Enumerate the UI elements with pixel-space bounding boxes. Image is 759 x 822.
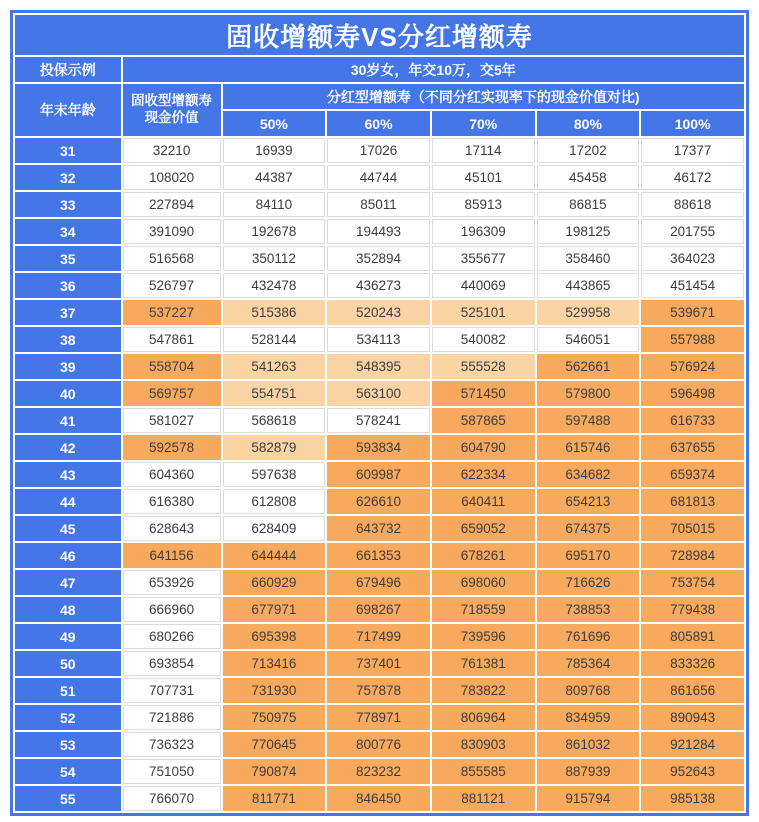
value-cell: 196309 xyxy=(432,219,535,244)
value-cell: 833326 xyxy=(641,651,744,676)
col-header-age: 年末年龄 xyxy=(15,84,121,136)
value-cell: 593834 xyxy=(327,435,430,460)
value-cell: 698267 xyxy=(327,597,430,622)
value-cell: 790874 xyxy=(223,759,326,784)
value-cell: 520243 xyxy=(327,300,430,325)
value-cell: 615746 xyxy=(537,435,640,460)
value-cell: 88618 xyxy=(641,192,744,217)
value-cell: 643732 xyxy=(327,516,430,541)
value-cell: 17026 xyxy=(327,138,430,163)
value-cell: 568618 xyxy=(223,408,326,433)
value-cell: 86815 xyxy=(537,192,640,217)
age-cell: 51 xyxy=(15,678,121,703)
title-row xyxy=(15,15,744,55)
value-cell: 659052 xyxy=(432,516,535,541)
value-cell: 750975 xyxy=(223,705,326,730)
value-cell: 546051 xyxy=(537,327,640,352)
value-cell: 571450 xyxy=(432,381,535,406)
age-cell: 38 xyxy=(15,327,121,352)
value-cell: 660929 xyxy=(223,570,326,595)
value-cell: 609987 xyxy=(327,462,430,487)
value-cell: 805891 xyxy=(641,624,744,649)
value-cell: 626610 xyxy=(327,489,430,514)
value-cell: 698060 xyxy=(432,570,535,595)
value-cell: 616380 xyxy=(123,489,221,514)
example-label: 投保示例 xyxy=(15,57,121,82)
value-cell: 881121 xyxy=(432,786,535,811)
age-cell: 54 xyxy=(15,759,121,784)
table-body xyxy=(15,138,744,811)
value-cell: 440069 xyxy=(432,273,535,298)
value-cell: 516568 xyxy=(123,246,221,271)
value-cell: 85913 xyxy=(432,192,535,217)
value-cell: 739596 xyxy=(432,624,535,649)
col-header-fixed-line1: 固收型增额寿 xyxy=(131,93,213,109)
table-title: 固收增额寿VS分红增额寿 xyxy=(15,15,744,55)
value-cell: 677971 xyxy=(223,597,326,622)
value-cell: 525101 xyxy=(432,300,535,325)
comparison-table xyxy=(13,13,746,813)
value-cell: 887939 xyxy=(537,759,640,784)
value-cell: 634682 xyxy=(537,462,640,487)
value-cell: 604360 xyxy=(123,462,221,487)
age-cell: 44 xyxy=(15,489,121,514)
table-row xyxy=(15,597,744,622)
value-cell: 596498 xyxy=(641,381,744,406)
age-cell: 52 xyxy=(15,705,121,730)
col-header-rate-60: 60% xyxy=(327,111,430,136)
value-cell: 555528 xyxy=(432,354,535,379)
value-cell: 783822 xyxy=(432,678,535,703)
col-group-header-dividend: 分红型增额寿（不同分红实现率下的现金价值对比) xyxy=(223,84,745,109)
value-cell: 541263 xyxy=(223,354,326,379)
value-cell: 628643 xyxy=(123,516,221,541)
value-cell: 554751 xyxy=(223,381,326,406)
value-cell: 728984 xyxy=(641,543,744,568)
value-cell: 737401 xyxy=(327,651,430,676)
value-cell: 537227 xyxy=(123,300,221,325)
table-row xyxy=(15,651,744,676)
table-row xyxy=(15,219,744,244)
value-cell: 46172 xyxy=(641,165,744,190)
table-row xyxy=(15,408,744,433)
value-cell: 628409 xyxy=(223,516,326,541)
age-cell: 39 xyxy=(15,354,121,379)
age-cell: 32 xyxy=(15,165,121,190)
value-cell: 108020 xyxy=(123,165,221,190)
table-row xyxy=(15,435,744,460)
value-cell: 612808 xyxy=(223,489,326,514)
age-cell: 31 xyxy=(15,138,121,163)
value-cell: 721886 xyxy=(123,705,221,730)
value-cell: 526797 xyxy=(123,273,221,298)
col-header-fixed-line2: 现金价值 xyxy=(144,110,199,125)
value-cell: 352894 xyxy=(327,246,430,271)
value-cell: 32210 xyxy=(123,138,221,163)
age-cell: 37 xyxy=(15,300,121,325)
table-row xyxy=(15,516,744,541)
value-cell: 45458 xyxy=(537,165,640,190)
age-cell: 46 xyxy=(15,543,121,568)
table-row xyxy=(15,759,744,784)
value-cell: 44744 xyxy=(327,165,430,190)
value-cell: 578241 xyxy=(327,408,430,433)
table-head-section xyxy=(15,15,744,136)
value-cell: 17114 xyxy=(432,138,535,163)
value-cell: 364023 xyxy=(641,246,744,271)
value-cell: 811771 xyxy=(223,786,326,811)
table-row xyxy=(15,543,744,568)
age-cell: 49 xyxy=(15,624,121,649)
age-cell: 42 xyxy=(15,435,121,460)
value-cell: 640411 xyxy=(432,489,535,514)
table-row xyxy=(15,705,744,730)
value-cell: 674375 xyxy=(537,516,640,541)
table-border-frame xyxy=(10,10,749,816)
value-cell: 770645 xyxy=(223,732,326,757)
value-cell: 587865 xyxy=(432,408,535,433)
value-cell: 194493 xyxy=(327,219,430,244)
age-cell: 41 xyxy=(15,408,121,433)
value-cell: 592578 xyxy=(123,435,221,460)
value-cell: 861032 xyxy=(537,732,640,757)
value-cell: 597488 xyxy=(537,408,640,433)
value-cell: 558704 xyxy=(123,354,221,379)
value-cell: 713416 xyxy=(223,651,326,676)
value-cell: 779438 xyxy=(641,597,744,622)
age-cell: 34 xyxy=(15,219,121,244)
value-cell: 548395 xyxy=(327,354,430,379)
value-cell: 716626 xyxy=(537,570,640,595)
value-cell: 705015 xyxy=(641,516,744,541)
value-cell: 576924 xyxy=(641,354,744,379)
value-cell: 785364 xyxy=(537,651,640,676)
value-cell: 84110 xyxy=(223,192,326,217)
value-cell: 528144 xyxy=(223,327,326,352)
col-header-rate-50: 50% xyxy=(223,111,326,136)
age-cell: 48 xyxy=(15,597,121,622)
value-cell: 890943 xyxy=(641,705,744,730)
value-cell: 985138 xyxy=(641,786,744,811)
table-row xyxy=(15,138,744,163)
table-row xyxy=(15,462,744,487)
value-cell: 637655 xyxy=(641,435,744,460)
value-cell: 391090 xyxy=(123,219,221,244)
age-cell: 45 xyxy=(15,516,121,541)
age-cell: 33 xyxy=(15,192,121,217)
value-cell: 539671 xyxy=(641,300,744,325)
value-cell: 616733 xyxy=(641,408,744,433)
value-cell: 45101 xyxy=(432,165,535,190)
table-row xyxy=(15,624,744,649)
value-cell: 350112 xyxy=(223,246,326,271)
value-cell: 355677 xyxy=(432,246,535,271)
age-cell: 50 xyxy=(15,651,121,676)
value-cell: 562661 xyxy=(537,354,640,379)
value-cell: 547861 xyxy=(123,327,221,352)
table-row xyxy=(15,327,744,352)
value-cell: 622334 xyxy=(432,462,535,487)
value-cell: 806964 xyxy=(432,705,535,730)
header-row-1 xyxy=(15,84,744,109)
value-cell: 757878 xyxy=(327,678,430,703)
value-cell: 17377 xyxy=(641,138,744,163)
age-cell: 43 xyxy=(15,462,121,487)
age-cell: 40 xyxy=(15,381,121,406)
value-cell: 830903 xyxy=(432,732,535,757)
age-cell: 55 xyxy=(15,786,121,811)
value-cell: 761381 xyxy=(432,651,535,676)
value-cell: 432478 xyxy=(223,273,326,298)
value-cell: 707731 xyxy=(123,678,221,703)
col-header-rate-70: 70% xyxy=(432,111,535,136)
value-cell: 44387 xyxy=(223,165,326,190)
value-cell: 641156 xyxy=(123,543,221,568)
value-cell: 751050 xyxy=(123,759,221,784)
value-cell: 834959 xyxy=(537,705,640,730)
value-cell: 659374 xyxy=(641,462,744,487)
value-cell: 644444 xyxy=(223,543,326,568)
value-cell: 579800 xyxy=(537,381,640,406)
value-cell: 515386 xyxy=(223,300,326,325)
value-cell: 653926 xyxy=(123,570,221,595)
value-cell: 915794 xyxy=(537,786,640,811)
value-cell: 778971 xyxy=(327,705,430,730)
value-cell: 666960 xyxy=(123,597,221,622)
col-header-rate-100: 100% xyxy=(641,111,744,136)
value-cell: 201755 xyxy=(641,219,744,244)
value-cell: 569757 xyxy=(123,381,221,406)
table-row xyxy=(15,273,744,298)
age-cell: 47 xyxy=(15,570,121,595)
value-cell: 678261 xyxy=(432,543,535,568)
value-cell: 529958 xyxy=(537,300,640,325)
value-cell: 800776 xyxy=(327,732,430,757)
value-cell: 753754 xyxy=(641,570,744,595)
value-cell: 846450 xyxy=(327,786,430,811)
value-cell: 17202 xyxy=(537,138,640,163)
table-row xyxy=(15,732,744,757)
table-row xyxy=(15,489,744,514)
example-row xyxy=(15,57,744,82)
value-cell: 952643 xyxy=(641,759,744,784)
value-cell: 443865 xyxy=(537,273,640,298)
age-cell: 36 xyxy=(15,273,121,298)
value-cell: 736323 xyxy=(123,732,221,757)
table-row xyxy=(15,354,744,379)
value-cell: 921284 xyxy=(641,732,744,757)
value-cell: 861656 xyxy=(641,678,744,703)
value-cell: 534113 xyxy=(327,327,430,352)
value-cell: 680266 xyxy=(123,624,221,649)
value-cell: 358460 xyxy=(537,246,640,271)
table-row xyxy=(15,786,744,811)
value-cell: 761696 xyxy=(537,624,640,649)
value-cell: 85011 xyxy=(327,192,430,217)
value-cell: 581027 xyxy=(123,408,221,433)
table-row xyxy=(15,192,744,217)
value-cell: 738853 xyxy=(537,597,640,622)
age-cell: 53 xyxy=(15,732,121,757)
value-cell: 661353 xyxy=(327,543,430,568)
value-cell: 192678 xyxy=(223,219,326,244)
value-cell: 693854 xyxy=(123,651,221,676)
col-header-fixed xyxy=(123,84,221,136)
value-cell: 16939 xyxy=(223,138,326,163)
value-cell: 695398 xyxy=(223,624,326,649)
age-cell: 35 xyxy=(15,246,121,271)
value-cell: 436273 xyxy=(327,273,430,298)
value-cell: 604790 xyxy=(432,435,535,460)
value-cell: 451454 xyxy=(641,273,744,298)
value-cell: 809768 xyxy=(537,678,640,703)
value-cell: 582879 xyxy=(223,435,326,460)
table-row xyxy=(15,246,744,271)
col-header-rate-80: 80% xyxy=(537,111,640,136)
value-cell: 731930 xyxy=(223,678,326,703)
table-row xyxy=(15,678,744,703)
value-cell: 717499 xyxy=(327,624,430,649)
value-cell: 681813 xyxy=(641,489,744,514)
value-cell: 679496 xyxy=(327,570,430,595)
value-cell: 227894 xyxy=(123,192,221,217)
value-cell: 654213 xyxy=(537,489,640,514)
table-row xyxy=(15,165,744,190)
value-cell: 563100 xyxy=(327,381,430,406)
value-cell: 557988 xyxy=(641,327,744,352)
value-cell: 855585 xyxy=(432,759,535,784)
table-row xyxy=(15,381,744,406)
table-row xyxy=(15,570,744,595)
table-row xyxy=(15,300,744,325)
value-cell: 540082 xyxy=(432,327,535,352)
value-cell: 766070 xyxy=(123,786,221,811)
value-cell: 823232 xyxy=(327,759,430,784)
value-cell: 198125 xyxy=(537,219,640,244)
value-cell: 718559 xyxy=(432,597,535,622)
value-cell: 695170 xyxy=(537,543,640,568)
value-cell: 597638 xyxy=(223,462,326,487)
example-value: 30岁女，年交10万，交5年 xyxy=(123,57,744,82)
